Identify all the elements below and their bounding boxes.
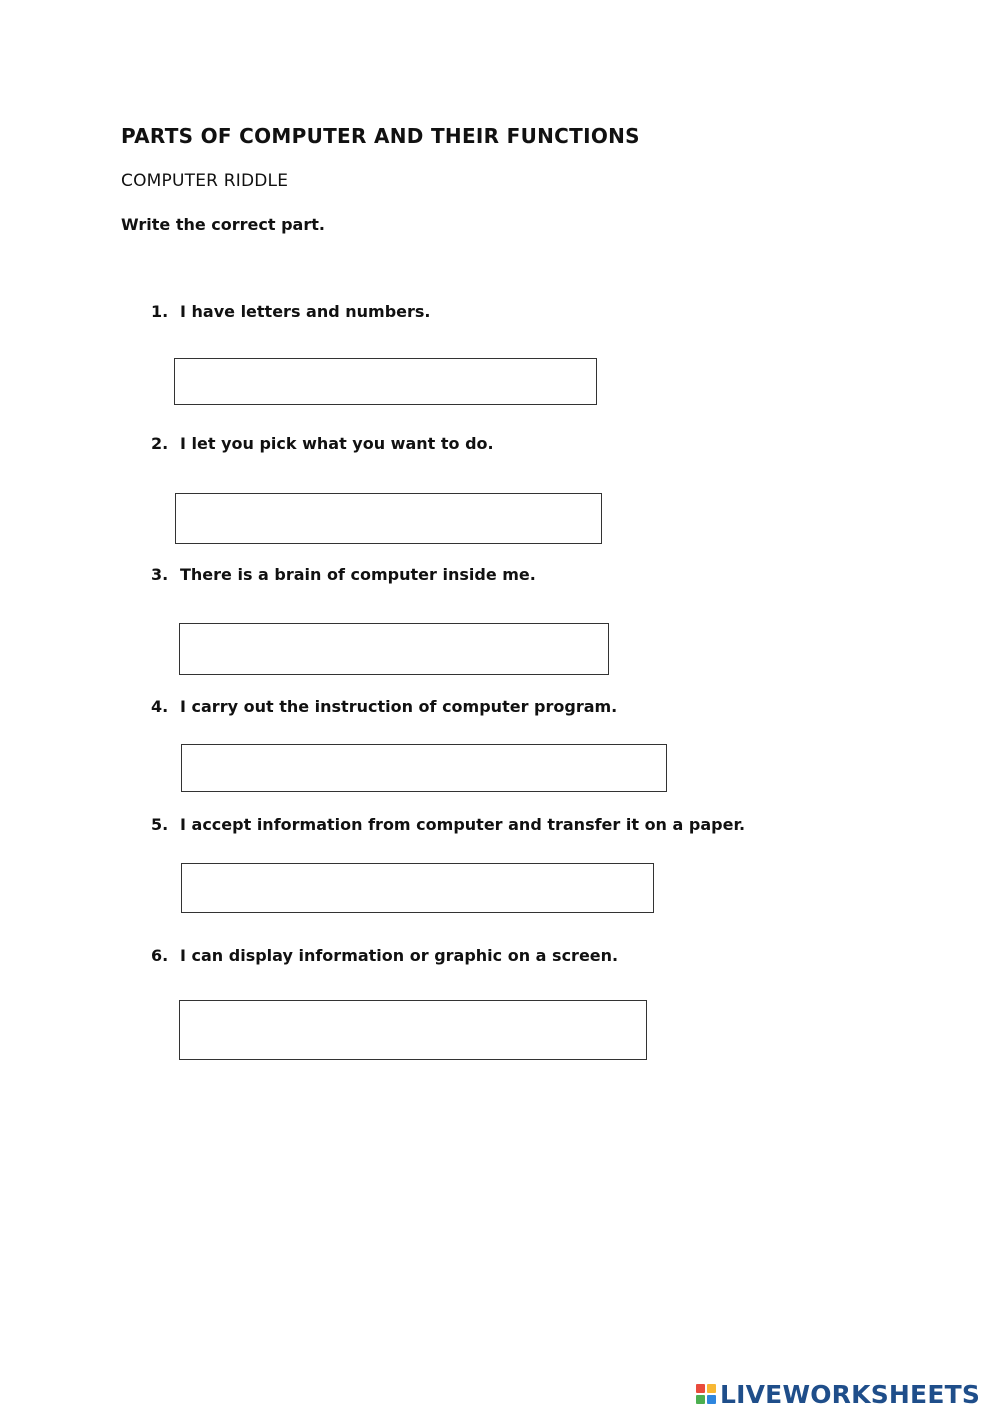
question-number: 1. bbox=[151, 302, 169, 321]
question-text: I let you pick what you want to do. bbox=[180, 434, 494, 453]
answer-input-3[interactable] bbox=[179, 623, 609, 675]
question-text: I accept information from computer and transfer it on a paper. bbox=[180, 815, 746, 834]
liveworksheets-logo[interactable] bbox=[696, 1378, 980, 1410]
answer-input-6[interactable] bbox=[179, 1000, 647, 1060]
page-title: PARTS OF COMPUTER AND THEIR FUNCTIONS bbox=[121, 124, 640, 148]
question-6 bbox=[151, 946, 618, 965]
answer-input-1[interactable] bbox=[174, 358, 597, 405]
logo-tile bbox=[707, 1384, 716, 1393]
logo-tile bbox=[707, 1395, 716, 1404]
question-1 bbox=[151, 302, 431, 321]
instructions: Write the correct part. bbox=[121, 215, 325, 234]
logo-tile bbox=[696, 1395, 705, 1404]
question-3 bbox=[151, 565, 536, 584]
question-text: I have letters and numbers. bbox=[180, 302, 431, 321]
question-4 bbox=[151, 697, 617, 716]
logo-tiles-icon bbox=[696, 1384, 716, 1404]
question-text: I carry out the instruction of computer program. bbox=[180, 697, 618, 716]
question-number: 4. bbox=[151, 697, 169, 716]
question-number: 2. bbox=[151, 434, 169, 453]
question-number: 3. bbox=[151, 565, 169, 584]
question-text: I can display information or graphic on a screen. bbox=[180, 946, 619, 965]
question-number: 5. bbox=[151, 815, 169, 834]
answer-input-4[interactable] bbox=[181, 744, 667, 792]
question-number: 6. bbox=[151, 946, 169, 965]
page-subtitle: COMPUTER RIDDLE bbox=[121, 171, 289, 191]
logo-brand-text: LIVEWORKSHEETS bbox=[720, 1379, 981, 1409]
answer-input-5[interactable] bbox=[181, 863, 654, 913]
question-text: There is a brain of computer inside me. bbox=[180, 565, 536, 584]
answer-input-2[interactable] bbox=[175, 493, 602, 544]
question-2 bbox=[151, 434, 494, 453]
logo-tile bbox=[696, 1384, 705, 1393]
question-5 bbox=[151, 815, 745, 834]
